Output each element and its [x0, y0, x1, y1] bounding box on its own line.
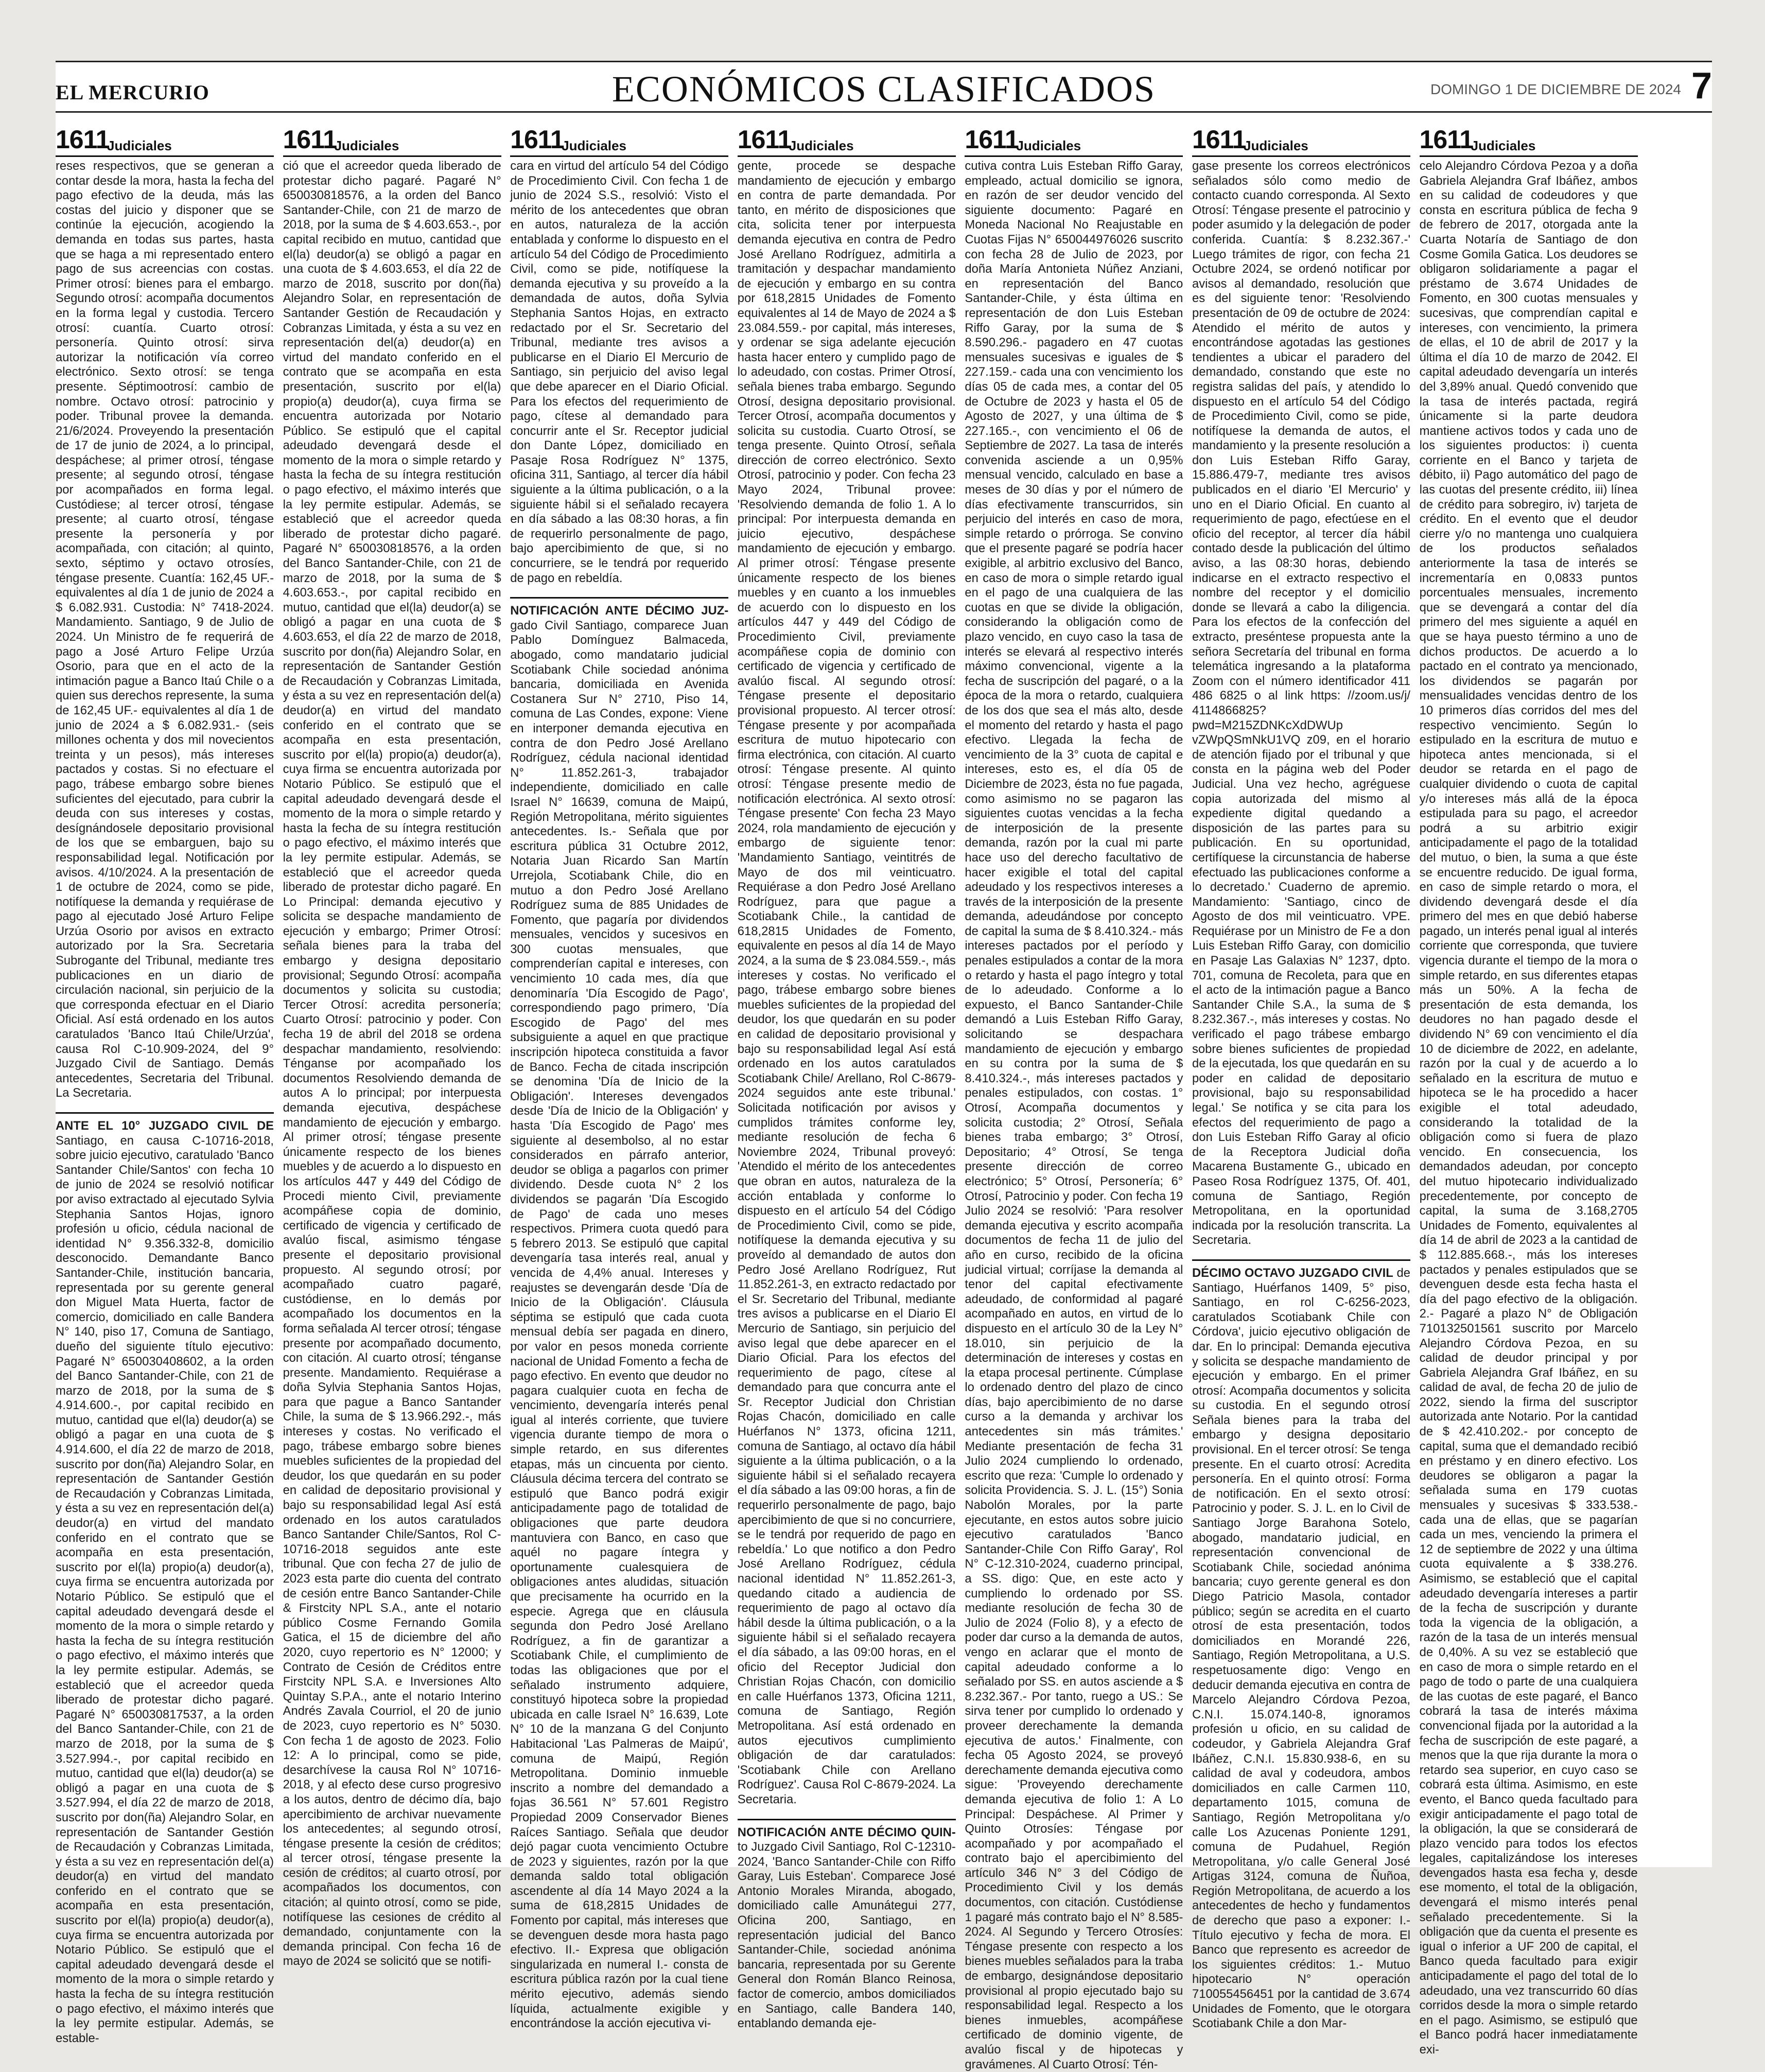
column-header [738, 124, 956, 157]
notice-body: gado Civil Santiago, comparece Juan Pablo Domínguez Balmaceda, abogado, como mandatario judicial Scotiabank Chile sociedad anónima bancaria, domiciliada en Avenida Costanera Sur N° 2710, Piso 14, comuna de Las Condes, expone: Viene en interponer demanda ejecutiva en contra de don Pedro José Arellano Rodríguez, cédula nacional identidad N° 11.852.261-3, trabajador independiente, domiciliado en calle Israel N° 16639, comuna de Maipú, Región Metropolitana, mérito siguientes antecedentes. Is.- Señala que por escritura pública 31 Octubre 2012, Notaria Juan Ricardo San Martín Urrejola, Scotiabank Chile, dio en mutuo a don Pedro José Arellano Rodríguez suma de 885 Unidades de Fomento, que pagaría por dividendos mensuales, vencidos y sucesivos en 300 cuotas mensuales, que comprenderían capital e intereses, con vencimiento 10 cada mes, día que denominaría 'Día Escogido de Pago', correspondiendo pago primero, 'Día Escogido de Pago' del mes subsiguiente a aquel en que practique inscripción hipoteca constituida a favor de Banco. Fecha de citada inscripción se denomina 'Día de Inicio de la Obligación'. Intereses devengados desde 'Día de Inicio de la Obligación' y hasta 'Día Escogido de Pago' mes siguiente al desembolso, al no estar considerados en párrafo anterior, deudor se obliga a pagarlos con primer dividendo. Desde cuota N° 2 los dividendos se pagarán 'Día Escogido de Pago' de cada uno meses respectivos. Primera cuota quedó para 5 febrero 2013. Se estipuló que capital devengaría tasa interés real, anual y vencida de 4,4% anual. Intereses y reajustes se devengarán desde 'Día de Inicio de la Obligación'. Cláusula séptima se estipuló que cada cuota mensual debía ser pagada en dinero, por valor en pesos moneda corriente nacional de Unidad Fomento a fecha de pago efectivo. En evento que deudor no pagara cualquier cuota en fecha de vencimiento, devengaría interés penal igual al interés corriente, que tuviere vigencia durante tiempo de mora o simple retardo, en sus diferentes etapas, más un cincuenta por ciento. Cláusula décima tercera del contrato se estipuló que Banco podrá exigir anticipadamente pago de totalidad de obligaciones que parte deudora mantuviera con Banco, en caso que aquél no pagare íntegra y oportunamente cualesquiera de obligaciones antes aludidas, situación que precisamente ha ocurrido en la especie. Agrega que en cláusula segunda don Pedro José Arellano Rodríguez, a fin de garantizar a Scotiabank Chile, el cumplimiento de todas las obligaciones que por el señalado instrumento adquiere, constituyó hipoteca sobre la propiedad ubicada en calle Israel N° 16.639, Lote N° 10 de la manzana G del Conjunto Habitacional 'Las Palmeras de Maipú', comuna de Maipú, Región Metropolitana. Dominio inmueble inscrito a nombre del demandado a fojas 36.561 N° 57.601 Registro Propiedad 2009 Conservador Bienes Raíces Santiago. Señala que deudor dejó pagar cuota vencimiento Octubre de 2023 y siguientes, razón por la que demanda saldo total obligación ascendente al día 14 Mayo 2024 a la suma de 618,2815 Unidades de Fomento por capital, más intereses que se devenguen desde mora hasta pago efectivo. II.- Expresa que obligación singularizada en numeral I.- consta de escritura pública razón por la cual tiene mérito ejecutivo, además siendo líquida, actualmente exigible y encontrándose la acción ejecutiva vi- [510, 618, 729, 2031]
page-date: DOMINGO 1 DE DICIEMBRE DE 2024 [1430, 81, 1681, 97]
masthead-rule [56, 111, 1712, 113]
newspaper-page [56, 61, 1712, 2071]
column-2 [283, 124, 501, 1969]
column-text [738, 159, 956, 2031]
legal-notice-text: celo Alejandro Córdova Pezoa y a doña Gabriela Alejandra Graf Ibáñez, ambos en su calidad de codeudores y que consta en escritura pública de fecha 9 de febrero de 2017, otorgada ante la Cuarta Notaría de Santiago de don Cosme Gomila Gatica. Los deudores se obligaron solidariamente a pagar el préstamo de 3.674 Unidades de Fomento, en 300 cuotas mensuales y sucesivas, que comprendían capital e intereses, con vencimiento, la primera de ellas, el 10 de abril de 2017 y la última el día 10 de marzo de 2042. El capital adeudado devengaría un interés del 3,89% anual. Quedó convenido que la tasa de interés pactada, regirá únicamente si la parte deudora mantiene activos todos y cada uno de los siguientes productos: i) cuenta corriente en el Banco y tarjeta de débito, ii) Pago automático del pago de las cuotas del presente crédito, iii) línea de crédito para sobregiro, iv) tarjeta de crédito. En el evento que el deudor cierre y/o no mantenga uno cualquiera de los productos señalados anteriormente la tasa de interés se incrementaría en 0,0833 puntos porcentuales mensuales, incremento que se devengará a contar del día primero del mes siguiente a aquél en que se haya puesto término a uno de dichos productos. De acuerdo a lo pactado en el contrato ya mencionado, los dividendos se pagarán por mensualidades vencidas dentro de los 10 primeros días corridos del mes del respectivo vencimiento. Según lo estipulado en la escritura de mutuo e hipoteca antes mencionada, si el deudor se retarda en el pago de cualquier dividendo o cuota de capital y/o intereses más allá de la época estipulada para su pago, el acreedor podrá a su arbitrio exigir anticipadamente el pago de la totalidad del mutuo, o bien, la suma a que éste se encuentre reducido. De igual forma, en caso de simple retardo o mora, el dividendo devengará desde el día primero del mes en que debió haberse pagado, un interés penal igual al interés corriente que corresponda, que tuviere vigencia durante el tiempo de la mora o simple retardo, en sus diferentes etapas más un 50%. A la fecha de presentación de esta demanda, los deudores no han pagado desde el dividendo N° 69 con vencimiento el día 10 de diciembre de 2022, en adelante, razón por la cual y de acuerdo a lo señalado en la escritura de mutuo e hipoteca se le ha procedido a hacer exigible el total adeudado, considerando la totalidad de la obligación como si fuera de plazo vencido. En consecuencia, los demandados adeudan, por concepto del mutuo hipotecario individualizado precedentemente, por concepto de capital, la suma de 3.168,2705 Unidades de Fomento, equivalentes al día 14 de abril de 2023 a la cantidad de $ 112.885.668.-, más los intereses pactados y penales estipulados que se devenguen desde esta fecha hasta el día del pago efectivo de la obligación. 2.- Pagaré a plazo N° de Obligación 710132501561 suscrito por Marcelo Alejandro Córdova Pezoa, en su calidad de deudor principal y por Gabriela Alejandra Graf Ibáñez, en su calidad de aval, de fecha 20 de julio de 2022, siendo la firma del suscriptor autorizada ante Notario. Por la cantidad de $ 42.410.202.- por concepto de capital, suma que el demandado recibió en préstamo y en dinero efectivo. Los deudores se obligaron a pagar la señalada suma en 179 cuotas mensuales y sucesivas $ 333.538.- cada una de ellas, que se pagarían cada un mes, venciendo la primera el 12 de septiembre de 2022 y una última cuota equivalente a $ 338.276. Asimismo, se estableció que el capital adeudado devengaría intereses a partir de la fecha de suscripción y durante toda la vigencia de la obligación, a razón de la tasa de un interés mensual de 0,40%. A su vez se estableció que en caso de mora o simple retardo en el pago de todo o parte de una cualquiera de las cuotas de este pagaré, el Banco cobrará la tasa de interés máxima convencional fijada por la autoridad a la fecha de suscripción de este pagaré, a menos que la que rija durante la mora o retardo sea superior, en cuyo caso se cobrará esta última. Asimismo, en este evento, el Banco queda facultado para exigir anticipadamente el pago total de la obligación, la que se considerará de plazo vencido para todos los efectos legales, capitalizándose los intereses devengados hasta esa fecha y, desde ese momento, el total de la obligación, devengará el mismo interés penal señalado precedentemente. Si la obligación que da cuenta el presente es igual o inferior a UF 200 de capital, el Banco queda facultado para exigir anticipadamente el pago del total de lo adeudado, una vez transcurrido 60 días corridos desde la mora o simple retardo en el pago. Asimismo, se estipuló que el Banco podrá hacer inmediatamente exi- [1419, 159, 1638, 2057]
legal-notice-text: cutiva contra Luis Esteban Riffo Garay, empleado, actual domicilio se ignora, en razón de ser deudor vencido del siguiente documento: Pagaré en Moneda Nacional No Reajustable en Cuotas Fijas N° 650044976026 suscrito con fecha 28 de Julio de 2023, por doña María Antonieta Núñez Anziani, en representación del Banco Santander-Chile, y ésta última en representación de don Luis Esteban Riffo Garay, por la suma de $ 8.590.296.- pagadero en 47 cuotas mensuales sucesivas e iguales de $ 227.159.- cada una con vencimiento los días 05 de cada mes, a contar del 05 de Octubre de 2023 y hasta el 05 de Agosto de 2027, y una última de $ 227.165.-, con vencimiento el 06 de Septiembre de 2027. La tasa de interés convenida asciende a un 0,95% mensual vencido, calculado en base a meses de 30 días y por el número de días efectivamente transcurridos, sin perjuicio del interés en caso de mora, simple retardo o prórroga. Se convino que el presente pagaré se podría hacer exigible, al arbitrio exclusivo del Banco, en caso de mora o simple retardo igual en el pago de una cualquiera de las cuotas en que se divide la obligación, considerando la obligación como de plazo vencido, en cuyo caso la tasa de interés se elevará al respectivo interés máximo convencional, vigente a la fecha de suscripción del pagaré, o a la época de la mora o retardo, cualquiera de los dos que sea el más alto, desde el momento del retardo y hasta el pago efectivo. Llegada la fecha de vencimiento de la 3° cuota de capital e intereses, esto es, el día 05 de Diciembre de 2023, ésta no fue pagada, como asimismo no se pagaron las siguientes cuotas vencidas a la fecha de interposición de la presente demanda, razón por la cual mi parte hace uso del derecho facultativo de hacer exigible el total del capital adeudado y los respectivos intereses a través de la interposición de la presente demanda, adeudándose por concepto de capital la suma de $ 8.410.324.- más intereses pactados por el período y penales estipulados a contar de la mora o retardo y hasta el pago íntegro y total de lo adeudado. Conforme a lo expuesto, el Banco Santander-Chile demandó a Luis Esteban Riffo Garay, solicitando se despachara mandamiento de ejecución y embargo en su contra por la suma de $ 8.410.324.-, más intereses pactados y penales estipulados, con costas. 1° Otrosí, Acompaña documentos y solicita custodia; 2° Otrosí, Señala bienes traba embargo; 3° Otrosí, Depositario; 4° Otrosí, Se tenga presente dirección de correo electrónico; 5° Otrosí, Personería; 6° Otrosí, Patrocinio y poder. Con fecha 19 Julio 2024 se resolvió: 'Para resolver demanda ejecutiva y escrito acompaña documentos de fecha 11 de julio del año en curso, recibido de la oficina judicial virtual; corríjase la demanda al tenor del capital efectivamente adeudado, de conformidad al pagaré acompañado en autos, en virtud de lo dispuesto en el artículo 30 de la Ley N° 18.010, sin perjuicio de la determinación de intereses y costas en la etapa procesal pertinente. Cúmplase lo ordenado dentro del plazo de cinco días, bajo apercibimiento de no darse curso a la demanda y archivar los antecedentes sin más trámites.' Mediante presentación de fecha 31 Julio 2024 cumpliendo lo ordenado, escrito que reza: 'Cumple lo ordenado y solicita Providencia. S. J. L. (15°) Sonia Nabolón Morales, por la parte ejecutante, en estos autos sobre juicio ejecutivo caratulados 'Banco Santander-Chile Con Riffo Garay', Rol N° C-12.310-2024, cuaderno principal, a SS. digo: Que, en este acto y cumpliendo lo ordenado por SS. mediante resolución de fecha 30 de Julio de 2024 (Folio 8), y a efecto de poder dar curso a la demanda de autos, vengo en aclarar que el monto de capital adeudado conforme a lo señalado por SS. en autos asciende a $ 8.232.367.- Por tanto, ruego a US.: Se sirva tener por cumplido lo ordenado y proveer derechamente la demanda ejecutiva de autos.' Finalmente, con fecha 05 Agosto 2024, se proveyó derechamente demanda ejecutiva como sigue: 'Proveyendo derechamente demanda ejecutiva de folio 1: A Lo Principal: Despáchese. Al Primer y Quinto Otrosíes: Téngase por acompañado y por acompañado el contrato bajo el apercibimiento del artículo 346 N° 3 del Código de Procedimiento Civil y los demás documentos, con citación. Custódiense 1 pagaré más contrato bajo el N° 8.585-2024. Al Segundo y Tercero Otrosíes: Téngase presente con respecto a los bienes muebles señalados para la traba de embargo, designándose depositario provisional al propio ejecutado bajo su responsabilidad legal. Respecto a los bienes inmuebles, acompáñese certificado de dominio vigente, de avalúo fiscal y de hipotecas y gravámenes. Al Cuarto Otrosí: Tén- [965, 159, 1183, 2071]
newspaper-brand: EL MERCURIO [56, 81, 209, 104]
legal-notice [56, 1112, 274, 2046]
legal-notice [738, 1819, 956, 2031]
notice-body: de Santiago, Huérfanos 1409, 5° piso, Santiago, en rol C-6256-2023, caratulados Scotiabank Chile con Córdova', juicio ejecutivo obligación de dar. En lo principal: Demanda ejecutiva y solicita se despache mandamiento de ejecución y embargo. En el primer otrosí: Acompaña documentos y solicita su custodia. En el segundo otrosí Señala bienes para la traba del embargo y designa depositario provisional. En el tercer otrosí: Se tenga presente. En el cuarto otrosí: Acredita personería. En el quinto otrosí: Forma de notificación. En el sexto otrosí: Patrocinio y poder. S. J. L. en lo Civil de Santiago Jorge Barahona Sotelo, abogado, mandatario judicial, en representación convencional de Scotiabank Chile, sociedad anónima bancaria; cuyo gerente general es don Diego Patricio Masola, contador público; según se acredita en el cuarto otrosí de esta presentación, todos domiciliados en Morandé 226, Santiago, Región Metropolitana, a U.S. respetuosamente digo: Vengo en deducir demanda ejecutiva en contra de Marcelo Alejandro Córdova Pezoa, C.N.I. 15.074.140-8, ignoramos profesión u oficio, en su calidad de codeudor, y Gabriela Alejandra Graf Ibáñez, C.N.I. 15.830.938-6, en su calidad de aval y codeudora, ambos domiciliados en calle Carmen 110, departamento 1015, comuna de Santiago, Región Metropolitana y/o calle Los Azucenas Poniente 1291, comuna de Pudahuel, Región Metropolitana, y/o calle General José Artigas 3124, comuna de Ñuñoa, Región Metropolitana, de acuerdo a los antecedentes de hecho y fundamentos de derecho que paso a exponer: I.- Título ejecutivo y fecha de mora. El Banco que represento es acreedor de los siguientes créditos: 1.- Mutuo hipotecario N° operación 710055456451 por la cantidad de 3.674 Unidades de Fomento, que le otorgara Scotiabank Chile a don Mar- [1192, 1266, 1410, 2031]
notice-heading: ANTE EL 10° JUZGADO CIVIL DE [56, 1119, 274, 1133]
category-code: 1611 [1419, 125, 1474, 154]
category-label: Judiciales [789, 138, 854, 153]
column-header [510, 124, 728, 157]
notice-body: Santiago, en causa C-10716-2018, sobre juicio ejecutivo, caratulado 'Banco Santander Chile/Santos' con fecha 10 de junio de 2024 se resolvió notificar por aviso extractado al ejecutado Sylvia Stephania Santos Hojas, ignoro profesión u oficio, cédula nacional de identidad N° 9.356.332-8, domicilio desconocido. Demandante Banco Santander-Chile, institución bancaria, representada por su gerente general don Miguel Mata Huerta, factor de comercio, domiciliado en calle Bandera N° 140, piso 17, Comuna de Santiago, dueño del siguiente título ejecutivo: Pagaré N° 650030408602, a la orden del Banco Santander-Chile, con 21 de marzo de 2018, por la suma de $ 4.914.600.-, por capital recibido en mutuo, cantidad que el(la) deudor(a) se obligó a pagar en una cuota de $ 4.914.600, el día 22 de marzo de 2018, suscrito por don(ña) Alejandro Solar, en representación de Santander Gestión de Recaudación y Cobranzas Limitada, y ésta a su vez en representación del(a) deudor(a) en virtud del mandato conferido en el contrato que se acompaña en esta presentación, suscrito por el(la) propio(a) deudor(a), cuya firma se encuentra autorizada por Notario Público. Se estipuló que el capital adeudado devengará desde el momento de la mora o simple retardo y hasta la fecha de su íntegra restitución o pago efectivo, el máximo interés que la ley permite estipular. Además, se estableció que el acreedor queda liberado de protestar dicho pagaré. Pagaré N° 650030817537, a la orden del Banco Santander-Chile, con 21 de marzo de 2018, por la suma de $ 3.527.994.-, por capital recibido en mutuo, cantidad que el(la) deudor(a) se obligó a pagar en una cuota de $ 3.527.994, el día 22 de marzo de 2018, suscrito por don(ña) Alejandro Solar, en representación de Santander Gestión de Recaudación y Cobranzas Limitada, y ésta a su vez en representación del(a) deudor(a) en virtud del mandato conferido en el contrato que se acompaña en esta presentación, suscrito por el(la) propio(a) deudor(a), cuya firma se encuentra autorizada por Notario Público. Se estipuló que el capital adeudado devengará desde el momento de la mora o simple retardo y hasta la fecha de su íntegra restitución o pago efectivo, el máximo interés que la ley permite estipular. Además, se estable- [56, 1133, 274, 2045]
column-text [56, 159, 274, 2046]
notice-heading: DÉCIMO OCTAVO JUZGADO CIVIL [1192, 1266, 1393, 1280]
page-number: 7 [1691, 65, 1712, 107]
column-header [1420, 124, 1638, 157]
legal-notice [510, 597, 728, 2031]
column-7 [1419, 124, 1638, 2057]
column-text [1192, 159, 1410, 2031]
column-text [283, 159, 501, 1969]
legal-notice-text: reses respectivos, que se generan a contar desde la mora, hasta la fecha del pago efectivo de la deuda, más las costas del juicio y disponer que se continúe la ejecución, acogiendo la demanda en todas sus partes, hasta que se haga a mi representado entero pago de sus acreencias con costas. Primer otrosí: bienes para el embargo. Segundo otrosí: acompaña documentos en la forma legal y custodia. Tercero otrosí: cuantía. Cuarto otrosí: personería. Quinto otrosí: sirva autorizar la notificación vía correo electrónico. Sexto otrosí: se tenga presente. Séptimootrosí: cambio de nombre. Octavo otrosí: patrocinio y poder. Tribunal provee la demanda. 21/6/2024. Proveyendo la presentación de 17 de junio de 2024, a lo principal, despáchese; al primer otrosí, téngase presente; al segundo otrosí, téngase por acompañados en forma legal. Custódiese; al tercer otrosí, téngase presente; al cuarto otrosí, téngase presente la personería y por acompañada, con citación; al quinto, sexto, séptimo y octavo otrosíes, téngase presente. Cuantía: 162,45 UF.- equivalentes al día 1 de junio de 2024 a $ 6.082.931. Custodia: N° 7418-2024. Mandamiento. Santiago, 9 de Julio de 2024. Un Ministro de fe requerirá de pago a José Arturo Felipe Urzúa Osorio, para que en el acto de la intimación pague a Banco Itaú Chile o a quien sus derechos represente, la suma de 162,45 UF.- equivalentes al día 1 de junio de 2024 a $ 6.082.931.- (seis millones ochenta y dos mil novecientos treinta y un pesos), más intereses pactados y costas. Si no efectuare el pago, trábese embargo sobre bienes suficientes del ejecutado, para cubrir la deuda con sus intereses y costas, desígnándosele depositario provisional de los que se embarguen, bajo su responsabilidad legal. Notificación por avisos. 4/10/2024. A la presentación de 1 de octubre de 2024, como se pide, notifíquese la demanda y requiérase de pago al ejecutado José Arturo Felipe Urzúa Osorio por avisos en extracto autorizado por la Sra. Secretaria Subrogante del Tribunal, mediante tres publicaciones en un diario de circulación nacional, sin perjuicio de la que corresponda efectuar en el Diario Oficial. Así está ordenado en los autos caratulados 'Banco Itaú Chile/Urzúa', causa Rol C-10.909-2024, del 9° Juzgado Civil de Santiago. Demás antecedentes, Secretaria del Tribunal. La Secretaria. [56, 159, 274, 1100]
notice-heading: NOTIFICACIÓN ANTE DÉCIMO JUZ- [510, 604, 729, 618]
legal-notice-text: gente, procede se despache mandamiento de ejecución y embargo en contra de parte demandada. Por tanto, en mérito de disposiciones que cita, solicita tener por interpuesta demanda ejecutiva en contra de Pedro José Arellano Rodríguez, admitirla a tramitación y despachar mandamiento de ejecución y embargo en su contra por 618,2815 Unidades de Fomento equivalentes al 14 de Mayo de 2024 a $ 23.084.559.- por capital, más intereses, y ordenar se siga adelante ejecución hasta hacer entero y cumplido pago de lo adeudado, con costas. Primer Otrosí, señala bienes traba embargo. Segundo Otrosí, designa depositario provisional. Tercer Otrosí, acompaña documentos y solicita su custodia. Cuarto Otrosí, se tenga presente. Quinto Otrosí, señala dirección de correo electrónico. Sexto Otrosí, patrocinio y poder. Con fecha 23 Mayo 2024, Tribunal provee: 'Resolviendo demanda de folio 1. A lo principal: Por interpuesta demanda en juicio ejecutivo, despáchese mandamiento de ejecución y embargo. Al primer otrosí: Téngase presente únicamente respecto de los bienes muebles y en cuanto a los inmuebles de acuerdo con lo dispuesto en los artículos 447 y 449 del Código de Procedimiento Civil, previamente acompáñese copia de dominio con certificado de vigencia y certificado de avalúo fiscal. Al segundo otrosí: Téngase presente el depositario provisional propuesto. Al tercer otrosí: Téngase presente y por acompañada escritura de mutuo hipotecario con firma electrónica, con citación. Al cuarto otrosí: Téngase presente. Al quinto otrosí: Téngase presente medio de notificación electrónica. Al sexto otrosí: Téngase presente' Con fecha 23 Mayo 2024, rola mandamiento de ejecución y embargo de siguiente tenor: 'Mandamiento Santiago, veintitrés de Mayo de dos mil veinticuatro. Requiérase a don Pedro José Arellano Rodríguez, para que pague a Scotiabank Chile., la cantidad de 618,2815 Unidades de Fomento, equivalente en pesos al día 14 de Mayo 2024, a la suma de $ 23.084.559.-, más intereses y costas. No verificado el pago, trábese embargo sobre bienes muebles suficientes de la propiedad del deudor, los que quedarán en su poder en calidad de depositario provisional y bajo su responsabilidad legal Así está ordenado en los autos caratulados Scotiabank Chile/ Arellano, Rol C-8679-2024 seguidos ante este tribunal.' Solicitada notificación por avisos y cumplidos trámites conforme ley, mediante resolución de fecha 6 Noviembre 2024, Tribunal proveyó: 'Atendido el mérito de los antecedentes que obran en autos, naturaleza de la acción entablada y conforme lo dispuesto en el artículo 54 del Código de Procedimiento Civil, como se pide, notifíquese la demanda ejecutiva y su proveído al demandado de autos don Pedro José Arellano Rodríguez, Rut 11.852.261-3, en extracto redactado por el Sr. Secretario del Tribunal, mediante tres avisos a publicarse en el Diario El Mercurio de Santiago, sin perjuicio del aviso legal que debe aparecer en el Diario Oficial. Para los efectos del requerimiento de pago, cítese al demandado para que concurra ante el Sr. Receptor Judicial don Christian Rojas Chacón, domiciliado en calle Huérfanos N° 1373, oficina 1211, comuna de Santiago, al octavo día hábil siguiente a la última publicación, o a la siguiente hábil si el señalado recayera el día sábado a las 09:00 horas, a fin de requerirlo personalmente de pago, bajo apercibimiento de que si no concurriere, se le tendrá por requerido de pago en rebeldía.' Lo que notifico a don Pedro José Arellano Rodríguez, cédula nacional identidad N° 11.852.261-3, quedando citado a audiencia de requerimiento de pago al octavo día hábil desde la última publicación, o a la siguiente hábil si el señalado recayera el día sábado, a las 09:00 horas, en el oficio del Receptor Judicial don Christian Rojas Chacón, con domicilio en calle Huérfanos 1373, Oficina 1211, comuna de Santiago, Región Metropolitana. Así está ordenado en autos ejecutivos cumplimiento obligación de dar caratulados: 'Scotiabank Chile con Arellano Rodríguez'. Causa Rol C-8679-2024. La Secretaria. [737, 159, 956, 1806]
category-label: Judiciales [1471, 138, 1536, 153]
column-text [1420, 159, 1638, 2058]
category-code: 1611 [56, 125, 110, 154]
category-code: 1611 [283, 125, 337, 154]
legal-notice-text [510, 604, 728, 2031]
notice-body: to Juzgado Civil Santiago, Rol C-12310-2024, 'Banco Santander-Chile con Riffo Garay, Luis Esteban'. Comparece José Antonio Morales Miranda, abogado, domiciliado calle Amunátegui 277, Oficina 200, Santiago, en representación judicial del Banco Santander-Chile, sociedad anónima bancaria, representada por su Gerente General don Román Blanco Reinosa, factor de comercio, ambos domiciliados en Santiago, calle Bandera 140, entablando demanda eje- [737, 1840, 956, 2031]
column-6 [1192, 124, 1410, 2031]
column-header [56, 124, 274, 157]
category-label: Judiciales [334, 138, 399, 153]
category-label: Judiciales [107, 138, 172, 153]
legal-notice-text [738, 1825, 956, 2031]
column-header [1192, 124, 1410, 157]
legal-notice-text [1192, 1266, 1410, 2031]
column-4 [737, 124, 956, 2031]
legal-notice-text: gase presente los correos electrónicos señalados sólo como medio de contacto cuando corresponda. Al Sexto Otrosí: Téngase presente el patrocinio y poder asumido y la delegación de poder conferida. Cuantía: $ 8.232.367.-' Luego trámites de rigor, con fecha 21 Octubre 2024, se ordenó notificar por avisos al demandado, resolución que es del siguiente tenor: 'Resolviendo presentación de 09 de octubre de 2024: Atendido el mérito de autos y encontrándose agotadas las gestiones tendientes a ubicar el paradero del demandado, constando que este no registra salidas del país, y atendido lo dispuesto en el artículo 54 del Código de Procedimiento Civil, como se pide, notifíquese la demanda de autos, el mandamiento y la presente resolución a don Luis Esteban Riffo Garay, 15.886.479-7, mediante tres avisos publicados en el diario 'El Mercurio' y uno en el Diario Oficial. En cuanto al requerimiento de pago, efectúese en el oficio del receptor, al tercer día hábil contado desde la publicación del último aviso, a las 08:30 horas, debiendo indicarse en el extracto respectivo el nombre del receptor y el domicilio donde se llevará a cabo la diligencia. Para los efectos de la confección del extracto, preséntese propuesta ante la señora Secretaría del tribunal en forma telemática ingresando a la plataforma Zoom con el número identificador 411 486 6825 o al link https: //zoom.us/j/ 4114866825?pwd=M215ZDNKcXdDWUp vZWpQSmNkU1VQ z09, en el horario de atención fijado por el tribunal y que consta en la página web del Poder Judicial. Una vez hecho, agréguese copia autorizada del mismo al expediente digital quedando a disposición de las partes para su publicación. En su oportunidad, certifíquese la circunstancia de haberse efectuado las publicaciones conforme a lo decretado.' Cuaderno de apremio. Mandamiento: 'Santiago, cinco de Agosto de dos mil veinticuatro. VPE. Requiérase por un Ministro de Fe a don Luis Esteban Riffo Garay, con domicilio en Pasaje Las Galaxias N° 1237, dpto. 701, comuna de Recoleta, para que en el acto de la intimación pague a Banco Santander Chile S.A., la suma de $ 8.232.367.-, más intereses y costas. No verificado el pago trábese embargo sobre bienes suficientes de propiedad de la ejecutada, los que quedarán en su poder en calidad de depositario provisional, bajo su responsabilidad legal.' Se notifica y se cita para los efectos del requerimiento de pago a don Luis Esteban Riffo Garay al oficio de la Receptora Judicial doña Macarena Bustamente G., ubicado en Paseo Rosa Rodríguez 1375, Of. 401, comuna de Santiago, Región Metropolitana, en la oportunidad indicada por la resolución transcrita. La Secretaria. [1192, 159, 1410, 1248]
category-label: Judiciales [1016, 138, 1081, 153]
page-content [56, 61, 1712, 2071]
legal-notice-text [56, 1119, 274, 2046]
column-3 [510, 124, 729, 2031]
column-5 [965, 124, 1183, 2071]
legal-notice [1192, 1259, 1410, 2031]
category-code: 1611 [737, 125, 792, 154]
column-text [965, 159, 1183, 2072]
category-code: 1611 [1192, 125, 1246, 154]
column-header [283, 124, 501, 157]
category-code: 1611 [510, 125, 564, 154]
column-text [510, 159, 728, 2031]
legal-notice-text: ció que el acreedor queda liberado de protestar dicho pagaré. Pagaré N° 650030818576, a la orden del Banco Santander-Chile, con 21 de marzo de 2018, por la suma de $ 4.603.653.-, por capital recibido en mutuo, cantidad que el(la) deudor(a) se obligó a pagar en una cuota de $ 4.603.653, el día 22 de marzo de 2018, suscrito por don(ña) Alejandro Solar, en representación de Santander Gestión de Recaudación y Cobranzas Limitada, y ésta a su vez en representación del(a) deudor(a) en virtud del mandato conferido en el contrato que se acompaña en esta presentación, suscrito por el(la) propio(a) deudor(a), cuya firma se encuentra autorizada por Notario Público. Se estipuló que el capital adeudado devengará desde el momento de la mora o simple retardo y hasta la fecha de su íntegra restitución o pago efectivo, el máximo interés que la ley permite estipular. Además, se estableció que el acreedor queda liberado de protestar dicho pagaré. Pagaré N° 650030818576, a la orden del Banco Santander-Chile, con 21 de marzo de 2018, por la suma de $ 4.603.653.-, por capital recibido en mutuo, cantidad que el(la) deudor(a) se obligó a pagar en una cuota de $ 4.603.653, el día 22 de marzo de 2018, suscrito por don(ña) Alejandro Solar, en representación de Santander Gestión de Recaudación y Cobranzas Limitada, y ésta a su vez en representación del(a) deudor(a) en virtud del mandato conferido en el contrato que se acompaña en esta presentación, suscrito por el(la) propio(a) deudor(a), cuya firma se encuentra autorizada por Notario Público. Se estipuló que el capital adeudado devengará desde el momento de la mora o simple retardo y hasta la fecha de su íntegra restitución o pago efectivo, el máximo interés que la ley permite estipular. Además, se estableció que el acreedor queda liberado de protestar dicho pagaré. En Lo Principal: demanda ejecutivo y solicita se despache mandamiento de ejecución y embargo; Primer Otrosí: señala bienes para la traba del embargo y designa depositario provisional; Segundo Otrosí: acompaña documentos y solicita su custodia; Tercer Otrosí: acredita personería; Cuarto Otrosí: patrocinio y poder. Con fecha 19 de abril del 2018 se ordena despachar mandamiento, resolviendo: Ténganse por acompañado los documentos Resolviendo demanda de autos A lo principal; por interpuesta demanda ejecutiva, despáchese mandamiento de ejecución y embargo. Al primer otrosí; téngase presente únicamente respecto de los bienes muebles y de acuerdo a lo dispuesto en los artículos 447 y 449 del Código de Procedi miento Civil, previamente acompáñese copia de dominio, certificado de vigencia y certificado de avalúo fiscal, asimismo téngase presente el depositario provisional propuesto. Al segundo otrosí; por acompañado cuatro pagaré, custódiense, en lo demás por acompañado los documentos en la forma señalada Al tercer otrosí; téngase presente por acompañado documento, con citación. Al cuarto otrosí; ténganse presente. Mandamiento. Requiérase a doña Sylvia Stephania Santos Hojas, para que pague a Banco Santander Chile, la suma de $ 13.966.292.-, más intereses y costas. No verificado el pago, trábese embargo sobre bienes muebles suficientes de la propiedad del deudor, los que quedarán en su poder en calidad de depositario provisional y bajo su responsabilidad legal Así está ordenado en los autos caratulados Banco Santander Chile/Santos, Rol C-10716-2018 seguidos ante este tribunal. Que con fecha 27 de julio de 2023 esta parte dio cuenta del contrato de cesión entre Banco Santander-Chile & Firstcity NPL S.A., ante el notario público Cosme Fernando Gomila Gatica, el 15 de diciembre del año 2020, cuyo repertorio es N° 12000; y Contrato de Cesión de Créditos entre Firstcity NPL S.A. e Inversiones Alto Quintay S.P.A., ante el notario Interino Andrés Zavala Courriol, el 20 de junio de 2023, cuyo repertorio es N° 5030. Con fecha 1 de agosto de 2023. Folio 12: A lo principal, como se pide, desarchívese la causa Rol N° 10716- 2018, y al efecto dese curso progresivo a los autos, dentro de décimo día, bajo apercibimiento de archivar nuevamente los antecedentes; al segundo otrosí, téngase presente la cesión de créditos; al tercer otrosí, téngase presente la cesión de créditos; al cuarto otrosí, por acompañados los documentos, con citación; al quinto otrosí, como se pide, notifíquese las cesiones de crédito al demandado, conjuntamente con la demanda principal. Con fecha 16 de mayo de 2024 se solicitó que se notifi- [283, 159, 501, 1969]
legal-notice-text: cara en virtud del artículo 54 del Código de Procedimiento Civil. Con fecha 1 de junio de 2024 S.S., resolvió: Visto el mérito de los antecedentes que obran en autos, naturaleza de la acción entablada y conforme lo dispuesto en el artículo 54 del Código de Procedimiento Civil, como se pide, notifíquese la demanda ejecutiva y su proveído a la demandada de autos, doña Sylvia Stephania Santos Hojas, en extracto redactado por el Sr. Secretario del Tribunal, mediante tres avisos a publicarse en el Diario El Mercurio de Santiago, sin perjuicio del aviso legal que debe aparecer en el Diario Oficial. Para los efectos del requerimiento de pago, cítese al demandado para concurrir ante el Sr. Receptor judicial don Dante López, domiciliado en Pasaje Rosa Rodríguez N° 1375, oficina 311, Santiago, al tercer día hábil siguiente a la última publicación, o a la siguiente hábil si el señalado recayera en día sábado a las 08:30 horas, a fin de requerirlo personalmente de pago, bajo apercibimiento de que, si no concurriere, se le tendrá por requerido de pago en rebeldía. [510, 159, 729, 585]
notice-heading: NOTIFICACIÓN ANTE DÉCIMO QUIN- [737, 1825, 956, 1839]
column-header [965, 124, 1183, 157]
category-label: Judiciales [562, 138, 626, 153]
top-rule [56, 61, 1712, 62]
column-1 [56, 124, 274, 2045]
category-code: 1611 [965, 125, 1019, 154]
category-label: Judiciales [1244, 138, 1308, 153]
section-title: ECONÓMICOS CLASIFICADOS [611, 68, 1156, 110]
